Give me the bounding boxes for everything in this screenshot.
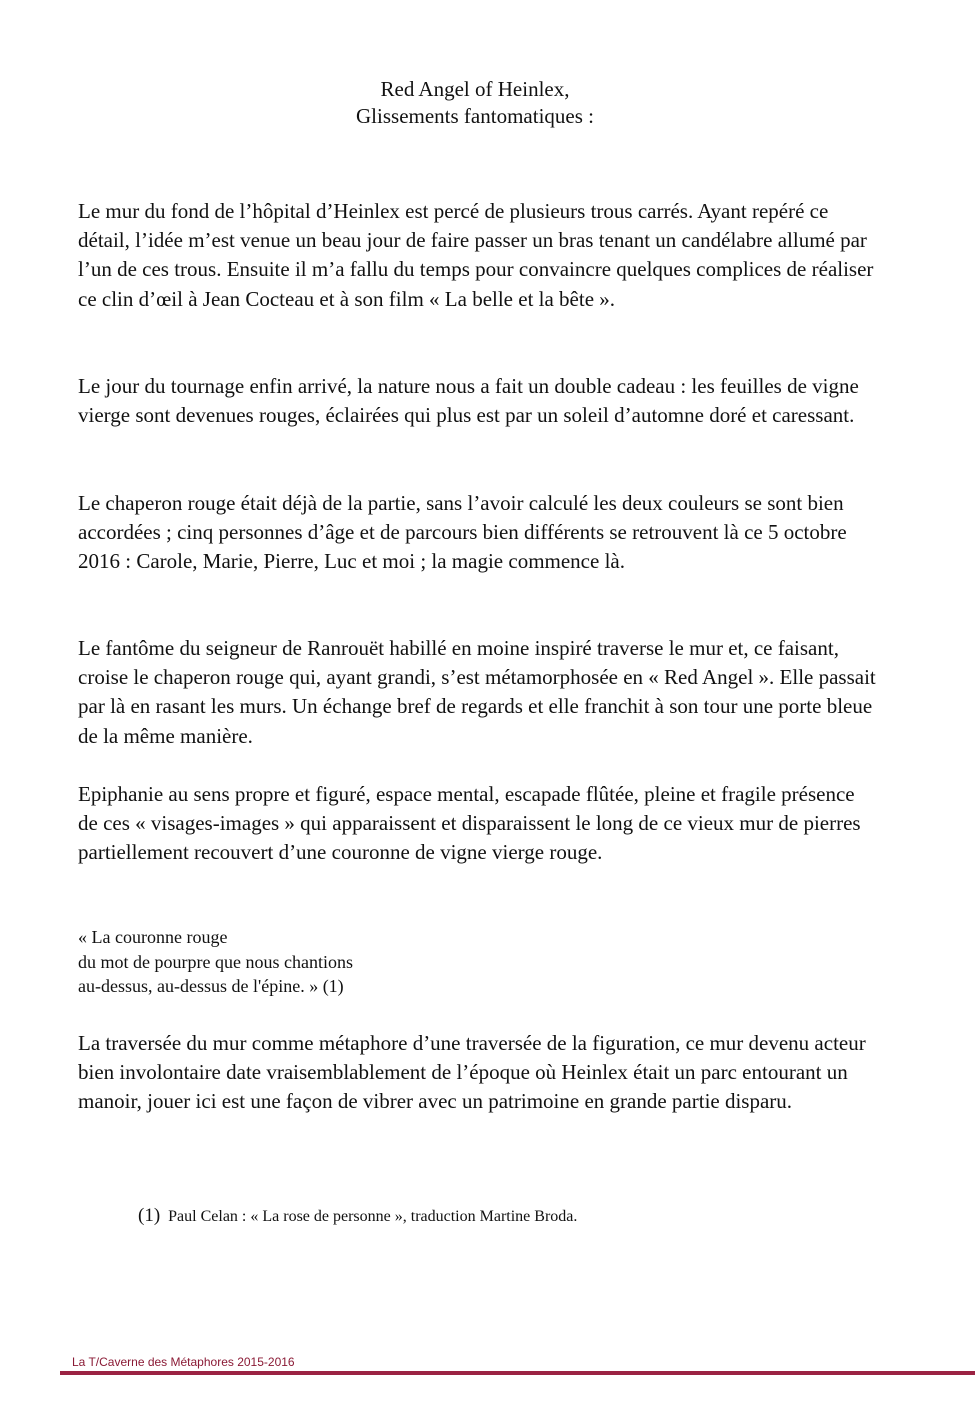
- paragraph-4: Le fantôme du seigneur de Ranrouët habillé en moine inspiré traverse le mur et, ce faisant, croise le chaperon rouge qui, ayant grandi, s’est métamorphosée en « Red Angel ». Elle passait par là en rasant les murs. Un échange bref de regards et elle franchit à son tour une porte bleue de la même manière.: [78, 636, 876, 748]
- footnote-mark: (1): [138, 1205, 161, 1226]
- paragraph-6: La traversée du mur comme métaphore d’une traversée de la figuration, ce mur devenu acteur bien involontaire date vraisemblablement de l’époque où Heinlex était un parc entourant un manoir, jouer ici est une façon de vibrer avec un patrimoine en grande partie disparu.: [78, 1031, 866, 1114]
- footnote-text: Paul Celan : « La rose de personne », traduction Martine Broda.: [168, 1208, 578, 1225]
- paragraph-3: Le chaperon rouge était déjà de la partie, sans l’avoir calculé les deux couleurs se sont bien accordées ; cinq personnes d’âge et de parcours bien différents se retrouvent là ce 5 octobre 2016 : Carole, Marie, Pierre, Luc et moi ; la magie commence là.: [78, 491, 847, 574]
- paragraph-5: Epiphanie au sens propre et figuré, espace mental, escapade flûtée, pleine et fragile présence de ces « visages-images » qui apparaissent et disparaissent le long de ce vieux mur de pierres partiellement recouvert d’une couronne de vigne vierge rouge.: [78, 782, 861, 865]
- footnote: [138, 1205, 577, 1228]
- quote-line-2: du mot de pourpre que nous chantions: [78, 951, 353, 972]
- footer-label: La T/Caverne des Métaphores 2015-2016: [72, 1355, 295, 1369]
- footer-rule: [60, 1371, 975, 1375]
- title-line-1: Red Angel of Heinlex,: [380, 77, 570, 101]
- paragraph-1: Le mur du fond de l’hôpital d’Heinlex est percé de plusieurs trous carrés. Ayant repéré ce détail, l’idée m’est venue un beau jour de faire passer un bras tenant un candélabre allumé par l’un de ces trous. Ensuite il m’a fallu du temps pour convaincre quelques complices de réaliser ce clin d’œil à Jean Cocteau et à son film « La belle et la bête ».: [78, 199, 874, 311]
- poem-quote: [78, 925, 578, 999]
- quote-line-1: « La couronne rouge: [78, 927, 228, 947]
- document-title: [0, 76, 950, 130]
- paragraph-2: Le jour du tournage enfin arrivé, la nature nous a fait un double cadeau : les feuilles de vigne vierge sont devenues rouges, éclairées qui plus est par un soleil d’automne doré et caressant.: [78, 374, 859, 428]
- quote-line-3: au-dessus, au-dessus de l'épine. » (1): [78, 976, 344, 996]
- title-line-2: Glissements fantomatiques :: [356, 104, 594, 128]
